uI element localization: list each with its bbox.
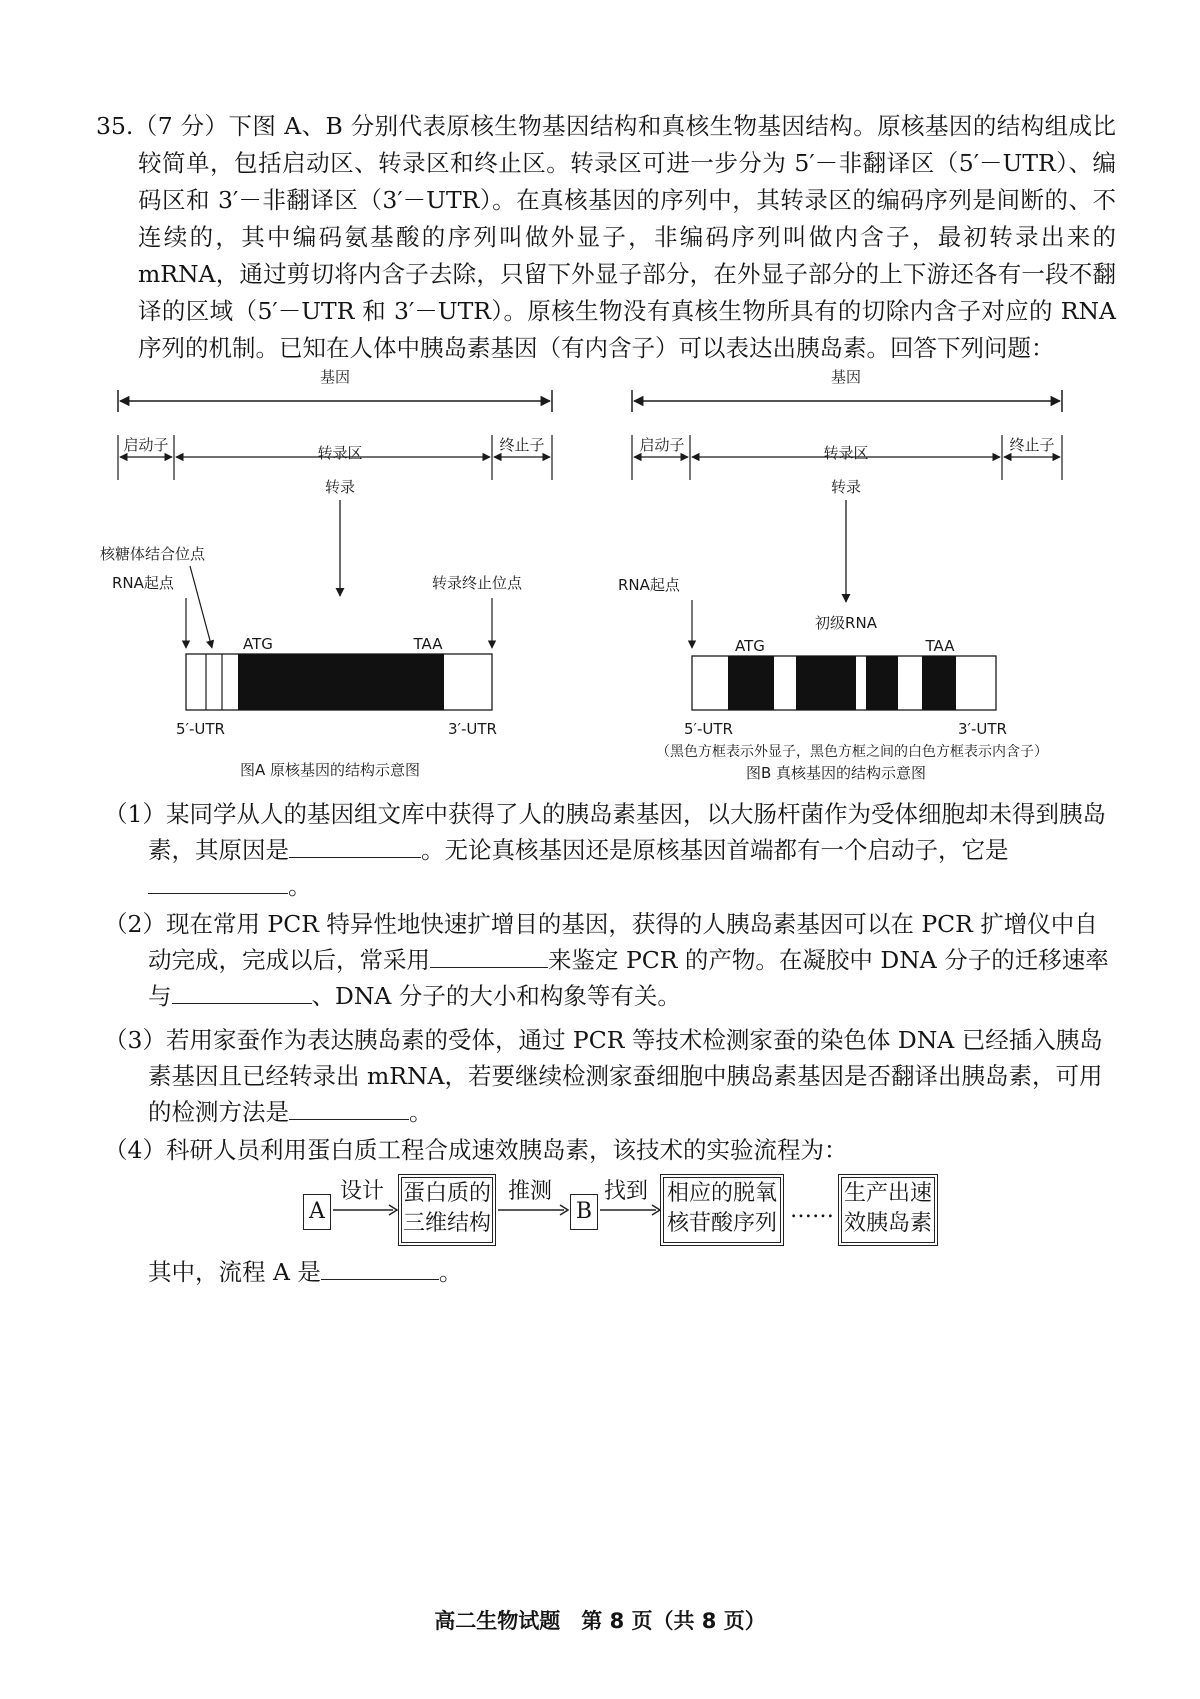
q3-text-a: （3）若用家蚕作为表达胰岛素的受体，通过 PCR 等技术检测家蚕的染色体 DNA 已经插入胰岛素基因且已经转录出 mRNA，若要继续检测家蚕细胞中胰岛素基因是否翻译出胰岛素，可用的检测方法是 [104,1026,1103,1126]
figa-terminator-label: 终止子 [499,436,545,454]
figb-taa-label: TAA [925,637,955,655]
flow-box-b: B [570,1194,598,1230]
figa-rna-start-label: RNA起点 [112,574,174,592]
q1-text-c: 。 [288,872,312,900]
figa-caption: 图A 原核基因的结构示意图 [239,761,421,779]
figure-a [100,368,552,779]
q4-text-b: 其中，流程 A 是 [148,1258,321,1286]
q2-blank-1[interactable] [430,945,548,968]
gene-structure-figure [0,360,1200,780]
question-4 [104,1132,1116,1168]
flow-infer-label: 推测 [508,1179,553,1204]
q2-text-b: 来鉴定 PCR 的产物。在凝胶中 DNA 分子的迁移速率与 [148,946,1109,1010]
figb-transcribe-label: 转录 [830,478,862,496]
figb-primary-rna-label: 初级RNA [815,614,877,632]
figa-gene-label: 基因 [319,368,351,386]
figa-promoter-label: 启动子 [123,436,169,454]
flow-find-label: 找到 [604,1179,649,1204]
q2-text-a: （2）现在常用 PCR 特异性地快速扩增目的基因，获得的人胰岛素基因可以在 PCR 扩增仪中自动完成，完成以后，常采用 [104,910,1098,974]
figb-exon-1 [728,656,774,710]
q1-blank-1[interactable] [289,835,421,858]
figb-atg-label: ATG [735,637,765,655]
question-4-prompt [104,1254,1116,1290]
flow-box2-line2: 核苷酸序列 [666,1211,777,1236]
protein-engineering-flow [0,1170,1200,1250]
figb-note: （黑色方框表示外显子，黑色方框之间的白色方框表示内含子） [656,744,1048,760]
q3-text-b: 。 [409,1098,433,1126]
flow-box3-line2: 效胰岛素 [843,1211,932,1236]
figb-caption: 图B 真核基因的结构示意图 [745,764,927,780]
question-1 [104,796,1116,904]
figb-utr5-label: 5′-UTR [684,720,733,738]
q2-text-c: 、DNA 分子的大小和构象等有关。 [311,982,681,1010]
figa-transcribe-label: 转录 [324,478,356,496]
flow-box-protein-structure [398,1174,496,1246]
flow-arrow-1 [333,1200,399,1220]
q2-blank-2[interactable] [172,981,312,1004]
figb-terminator-label: 终止子 [1009,436,1055,454]
q4-text-c: 。 [438,1258,463,1286]
flow-box1-line2: 三维结构 [403,1211,492,1236]
figb-exon-2 [796,656,856,710]
question-2 [104,906,1116,1014]
flow-box-a: A [303,1194,331,1230]
figb-gene-label: 基因 [830,368,862,386]
q1-blank-2[interactable] [148,871,288,894]
flow-arrow-3 [600,1200,662,1220]
figa-stop-site-label: 转录终止位点 [432,574,523,592]
figb-exon-3 [866,656,898,710]
flow-box3-line1: 生产出速 [843,1181,932,1206]
flow-ellipsis: …… [790,1198,834,1223]
figa-taa-label: TAA [413,635,443,653]
figa-utr3-label: 3′-UTR [448,720,497,738]
question-3 [104,1022,1116,1130]
figa-atg-label: ATG [243,635,273,653]
q3-blank-1[interactable] [289,1097,409,1120]
figure-b [618,368,1062,780]
figb-promoter-label: 启动子 [639,436,685,454]
flow-box-dna-sequence [660,1174,784,1246]
figb-exon-4 [922,656,956,710]
figa-coding-region [238,654,444,710]
flow-arrow-2 [498,1200,570,1220]
flow-design-label: 设计 [340,1179,385,1204]
figb-rna-start-label: RNA起点 [618,576,680,594]
q1-text-b: 。无论真核基因还是原核基因首端都有一个启动子，它是 [421,836,1009,864]
flow-box2-line1: 相应的脱氧 [666,1181,777,1206]
q1-text-a: （1）某同学从人的基因组文库中获得了人的胰岛素基因，以大肠杆菌作为受体细胞却未得到胰岛素，其原因是 [104,800,1106,864]
q4-blank-1[interactable] [321,1257,439,1280]
question-stem: 35.（7 分）下图 A、B 分别代表原核生物基因结构和真核生物基因结构。原核基因的结构组成比较简单，包括启动区、转录区和终止区。转录区可进一步分为 5′－非翻译区（5′－UTR）、编码区和 3′－非翻译区（3′－UTR）。在真核基因的序列中，其转录区的编码序列是间断的、不连续的，其中编码氨基酸的序列叫做外显子，非编码序列叫做内含子，最初转录出来的 mRNA，通过剪切将内含子去除，只留下外显子部分，在外显子部分的上下游还各有一段不翻译的区域（5′－UTR 和 3′－UTR）。原核生物没有真核生物所具有的切除内含子对应的 RNA 序列的机制。已知在人体中胰岛素基因（有内含子）可以表达出胰岛素。回答下列问题： [96,112,1116,362]
figb-utr3-label: 3′-UTR [958,720,1007,738]
q4-text-a: （4）科研人员利用蛋白质工程合成速效胰岛素，该技术的实验流程为： [104,1136,848,1164]
figa-utr5-label: 5′-UTR [176,720,225,738]
figa-ribosome-site-label: 核糖体结合位点 [100,545,206,563]
flow-box-fast-insulin [838,1174,938,1246]
figa-transcription-region-label: 转录区 [317,444,363,462]
page-footer: 高二生物试题 第 8 页（共 8 页） [434,1609,766,1633]
figb-transcription-region-label: 转录区 [823,444,869,462]
flow-box1-line1: 蛋白质的 [403,1181,492,1206]
